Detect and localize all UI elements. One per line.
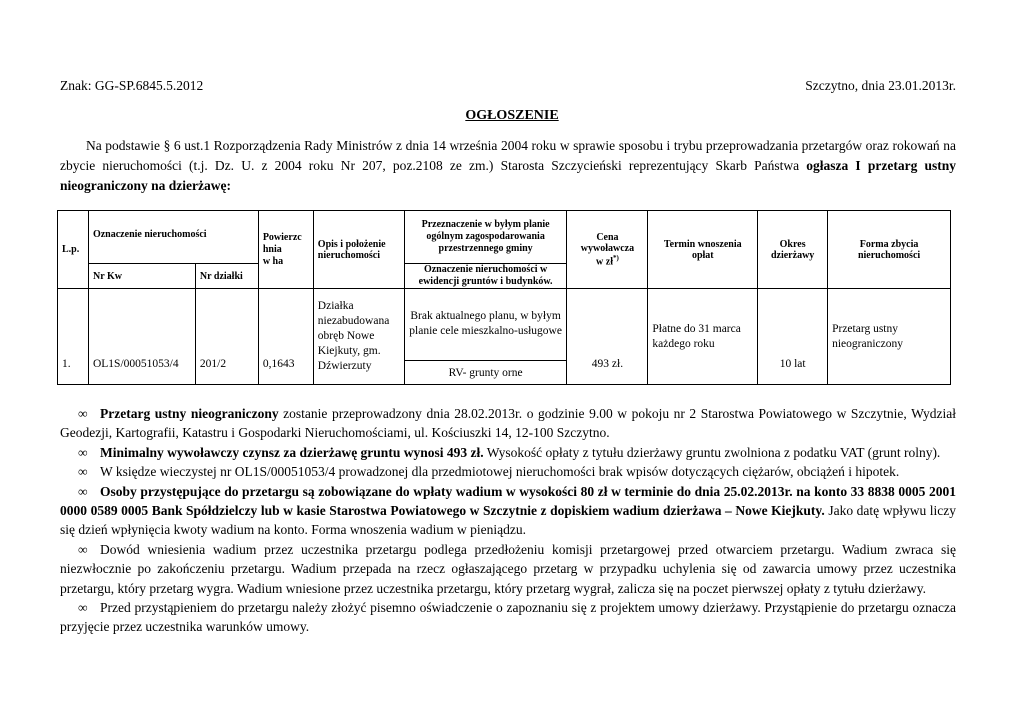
- bullet-icon: ∞: [78, 600, 88, 616]
- header-price-line2: w zł: [596, 256, 613, 268]
- p4-text: Jako datę wpływu liczy się dzień wpłynięcia kwoty wadium na konto. Forma wnoszenia wadium w pieniądzu.: [60, 503, 957, 538]
- p1-bold: Przetarg ustny nieograniczony: [100, 406, 279, 421]
- p1-text: zostanie przeprowadzony dnia 28.02.2013r. o godzinie 9.00 w pokoju nr 2 Starostwa Powiatowego w Szczytnie, Wydział Geodezji, Kartografii, Katastru i Gospodarki Nieruchomościami, ul. Kościuszki 14, 12-100 Szczytno.: [60, 406, 957, 441]
- header-purpose: Przeznaczenie w byłym planie ogólnym zagospodarowania przestrzennego gminy: [404, 211, 567, 264]
- p5-text: Dowód wniesienia wadium przez uczestnika przetargu podlega przedłożeniu komisji przetargowej przed otwarciem przetargu. Wadium zwraca się niezwłocznie po zakończeniu przetargu. Wadium przepada na rzecz ogłaszającego przetarg w przypadku uchylenia się od zawarcia umowy przez uczestnika przetargu, który przetarg wygra. Wadium wniesione przez uczestnika przetargu, który przetarg wygrał, zalicza się na poczet pierwszej opłaty z tytułu dzierżawy.: [60, 541, 956, 596]
- cell-description: Działka niezabudowana obręb Nowe Kiejkuty, gm. Dźwierzuty: [313, 289, 404, 385]
- property-table: [57, 210, 951, 385]
- bullet-icon: ∞: [78, 483, 88, 499]
- header-price: [567, 211, 648, 289]
- cell-form: Przetarg ustny nieograniczony: [828, 289, 951, 385]
- header-payment-term: Termin wnoszenia opłat: [648, 211, 758, 289]
- bullet-icon: ∞: [78, 464, 88, 480]
- header-form: Forma zbycia nieruchomości: [828, 211, 951, 289]
- header-area-line2: hnia: [262, 243, 282, 255]
- cell-nr-kw: OL1S/00051053/4: [88, 289, 195, 385]
- header-area: [258, 211, 313, 289]
- cell-area: 0,1643: [258, 289, 313, 385]
- cell-lp: 1.: [58, 289, 89, 385]
- table-row: [58, 289, 951, 361]
- paragraph-statement: [60, 598, 956, 637]
- header-nr-dzialki: Nr działki: [195, 264, 258, 289]
- header-price-footnote: *): [612, 253, 619, 262]
- p2-text: Wysokość opłaty z tytułu dzierżawy gruntu zwolniona z podatku VAT (grunt rolny).: [483, 444, 941, 460]
- cell-purpose: Brak aktualnego planu, w byłym planie cele mieszkalno-usługowe: [404, 289, 567, 361]
- header-designation: Oznaczenie nieruchomości: [88, 211, 258, 264]
- cell-payment-term: Płatne do 31 marca każdego roku: [648, 289, 758, 385]
- cell-register: RV- grunty orne: [404, 361, 567, 385]
- document-title: OGŁOSZENIE: [465, 108, 559, 123]
- place-and-date: Szczytno, dnia 23.01.2013r.: [805, 78, 956, 93]
- header-lp: L.p.: [58, 211, 89, 289]
- bullet-icon: ∞: [78, 444, 88, 460]
- intro-paragraph: [60, 136, 956, 196]
- header-area-line1: Powierzc: [262, 231, 302, 243]
- bullet-icon: ∞: [78, 541, 88, 557]
- paragraph-deposit: [60, 482, 956, 540]
- paragraph-deposit-proof: [60, 540, 956, 598]
- header-description: Opis i położenie nieruchomości: [313, 211, 404, 289]
- reference-number: Znak: GG-SP.6845.5.2012: [60, 78, 204, 93]
- paragraph-rent: [60, 443, 956, 462]
- paragraph-auction: [60, 404, 956, 443]
- header-area-line3: w ha: [262, 255, 284, 267]
- header-register: Oznaczenie nieruchomości w ewidencji gruntów i budynków.: [404, 264, 567, 289]
- intro-text: Na podstawie § 6 ust.1 Rozporządzenia Rady Ministrów z dnia 14 września 2004 roku w sprawie sposobu i trybu przeprowadzania przetargów oraz rokowań na zbycie nieruchomości (t.j. Dz. U. z 2004 roku Nr 207, poz.2108 ze zm.) Starosta Szczycieński reprezentujący Skarb Państwa: [60, 138, 956, 173]
- p3-text: W księdze wieczystej nr OL1S/00051053/4 prowadzonej dla przedmiotowej nieruchomości brak wpisów dotyczących ciężarów, obciążeń i hipotek.: [100, 464, 900, 480]
- paragraph-land-register: [60, 462, 956, 481]
- header-nr-kw: Nr Kw: [88, 264, 195, 289]
- p4-bold: Osoby przystępujące do przetargu są zobowiązane do wpłaty wadium w wysokości 80 zł w terminie do dnia 25.02.2013r. na konto 33 8838 0005 2001 0000 0589 0005 Bank Spółdzielczy lub w kasie Starostwa Powiatowego w Szczytnie z dopiskiem wadium dzierżawa – Nowe Kiejkuty.: [60, 483, 956, 519]
- p2-bold: Minimalny wywoławczy czynsz za dzierżawę gruntu wynosi 493 zł.: [100, 444, 484, 460]
- table-header-row: [58, 211, 951, 264]
- intro-bold: ogłasza I przetarg ustny nieograniczony na dzierżawę:: [60, 158, 956, 193]
- cell-period: 10 lat: [758, 289, 828, 385]
- cell-price: 493 zł.: [567, 289, 648, 385]
- cell-nr-dzialki: 201/2: [195, 289, 258, 385]
- header-period: Okres dzierżawy: [758, 211, 828, 289]
- p6-text: Przed przystąpieniem do przetargu należy złożyć pisemno oświadczenie o zapoznaniu się z projektem umowy dzierżawy. Przystąpienie do przetargu oznacza przyjęcie przez uczestnika warunków umowy.: [60, 600, 956, 635]
- bullet-icon: ∞: [78, 406, 88, 421]
- header-price-line1: Cena wywoławcza: [580, 231, 635, 254]
- announcement-body: [60, 404, 956, 637]
